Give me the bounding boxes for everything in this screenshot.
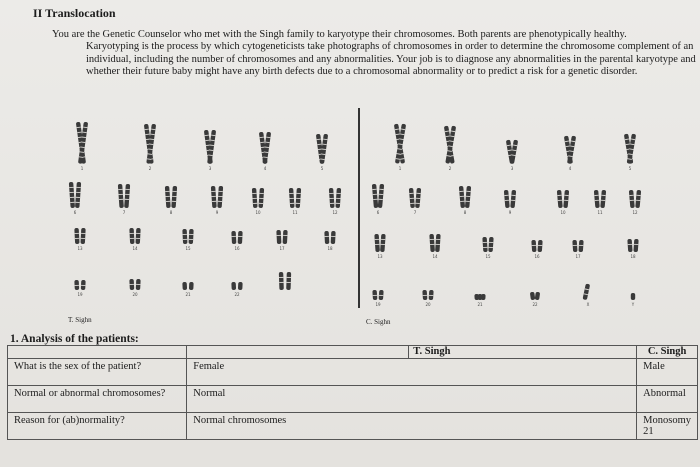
chromosome-number: 10	[560, 210, 566, 215]
chromosome-number: 11	[597, 210, 603, 215]
chromosome	[535, 292, 540, 301]
chromosome-number: 18	[630, 254, 636, 259]
chromosome	[459, 186, 465, 208]
chromosome-number: 10	[255, 210, 261, 215]
chromosome	[409, 188, 415, 208]
karyotype-image	[60, 104, 700, 324]
chromosome-number: 8	[463, 210, 467, 215]
chromosome-number: 3	[510, 166, 514, 171]
chromosome	[69, 182, 75, 208]
answer-t-singh[interactable]: Normal	[187, 386, 637, 413]
chromosome	[129, 228, 134, 244]
chromosome-number: 19	[375, 302, 381, 307]
left-karyotype-name: T. Sighn	[68, 316, 92, 324]
chromosome	[380, 234, 386, 252]
chromosome-number: 4	[568, 166, 572, 171]
chromosome	[124, 184, 130, 208]
chromosome	[189, 229, 194, 244]
chromosome-number: 11	[292, 210, 298, 215]
chromosome	[165, 186, 171, 208]
chromosome	[75, 182, 81, 208]
intro-first-line: You are the Genetic Counselor who met with the Singh family to karyotype their chromosomes. Both parents are phenotypically healthy.	[52, 29, 627, 40]
chromosome-number: 8	[169, 210, 173, 215]
chromosome	[594, 190, 600, 208]
chromosome-number: 20	[132, 292, 138, 297]
chromosome	[372, 290, 377, 300]
chromosome	[283, 230, 288, 244]
chromosome-number: 17	[575, 254, 581, 259]
chromosome	[465, 186, 471, 208]
answer-t-singh[interactable]: Normal chromosomes	[187, 413, 637, 440]
table-row	[8, 413, 698, 440]
question-cell: Normal or abnormal chromosomes?	[8, 386, 187, 413]
chromosome	[374, 234, 380, 252]
answer-c-singh[interactable]: Abnormal	[637, 386, 698, 413]
chromosome	[635, 190, 641, 208]
chromosome	[129, 279, 134, 290]
chromosome-number: 6	[73, 210, 77, 215]
intro-paragraph	[52, 29, 697, 79]
right-karyotype-name: C. Sighn	[366, 318, 391, 326]
chromosome	[231, 231, 236, 244]
chromosome-number: 7	[413, 210, 417, 215]
chromosome-number: 21	[477, 302, 483, 307]
chromosome	[537, 240, 542, 252]
chromosome-number: 21	[185, 292, 191, 297]
chromosome-number: 2	[148, 166, 152, 171]
chromosome	[429, 290, 434, 300]
chromosome-number: 16	[234, 246, 240, 251]
chromosome-number: 20	[425, 302, 431, 307]
chromosome	[171, 186, 177, 208]
chromosome-number: 17	[279, 246, 285, 251]
chromosome	[531, 240, 536, 252]
chromosome	[286, 272, 291, 290]
chromosome	[557, 190, 563, 208]
chromosome-number: 7	[122, 210, 126, 215]
section-title: II Translocation	[33, 6, 116, 20]
chromosome	[504, 190, 510, 208]
header-question	[8, 346, 187, 359]
answer-c-singh[interactable]: Monosomy 21	[637, 413, 698, 440]
chromosome-number: 5	[320, 166, 324, 171]
chromosome	[629, 190, 635, 208]
chromosome-number: 15	[485, 254, 491, 259]
chromosome-number: 18	[327, 246, 333, 251]
chromosome	[578, 240, 583, 252]
chromosome	[600, 190, 606, 208]
chromosome	[429, 234, 435, 252]
chromosome	[379, 290, 384, 300]
analysis-table	[7, 345, 698, 440]
chromosome	[118, 184, 124, 208]
chromosome	[422, 290, 427, 300]
chromosome	[633, 239, 638, 252]
chromosome-number: 3	[208, 166, 212, 171]
karyotype-divider	[358, 108, 360, 308]
chromosome-number: 4	[263, 166, 267, 171]
chromosome	[135, 228, 140, 244]
chromosome	[331, 231, 336, 244]
table-row	[8, 386, 698, 413]
chromosome-number: 22	[234, 292, 240, 297]
chromosome	[295, 188, 301, 208]
chromosome	[530, 292, 535, 301]
chromosome-number: 14	[432, 254, 438, 259]
chromosome-number: 1	[398, 166, 402, 171]
chromosome	[478, 294, 482, 300]
header-t-singh-label: T. Singh	[409, 346, 637, 359]
chromosome	[488, 237, 493, 252]
chromosome-number: 12	[332, 210, 338, 215]
chromosome	[289, 188, 295, 208]
question-cell: Reason for (ab)normality?	[8, 413, 187, 440]
chromosome	[482, 237, 487, 252]
table-row	[8, 359, 698, 386]
chromosome	[510, 190, 516, 208]
chromosome	[324, 231, 329, 244]
chromosome	[572, 240, 577, 252]
chromosome	[631, 293, 635, 300]
chromosome	[238, 231, 243, 244]
chromosome	[627, 239, 632, 252]
header-c-singh: C. Singh	[637, 346, 698, 359]
chromosome-number: 9	[508, 210, 512, 215]
chromosome	[231, 282, 236, 290]
header-t-singh	[187, 346, 409, 359]
chromosome	[182, 229, 187, 244]
chromosome	[329, 188, 335, 208]
analysis-title: 1. Analysis of the patients:	[10, 333, 139, 345]
chromosome	[211, 186, 217, 208]
chromosome-number: 19	[77, 292, 83, 297]
chromosome	[279, 272, 284, 290]
chromosome-number: 12	[632, 210, 638, 215]
answer-c-singh[interactable]: Male	[637, 359, 698, 386]
chromosome	[415, 188, 421, 208]
chromosome-number: 9	[215, 210, 219, 215]
answer-t-singh[interactable]: Female	[187, 359, 637, 386]
chromosome-number: 13	[377, 254, 383, 259]
chromosome	[80, 228, 85, 244]
chromosome-number: 2	[448, 166, 452, 171]
chromosome	[435, 234, 441, 252]
chromosome	[238, 282, 243, 290]
chromosome	[74, 228, 79, 244]
chromosome	[563, 190, 569, 208]
chromosome-number: X	[586, 302, 590, 307]
chromosome-number: 1	[80, 166, 84, 171]
chromosome-number: Y	[631, 302, 635, 307]
chromosome-number: 16	[534, 254, 540, 259]
chromosome-number: 5	[628, 166, 632, 171]
chromosome	[74, 280, 79, 290]
chromosome	[583, 284, 591, 301]
chromosome	[276, 230, 281, 244]
chromosome-number: 14	[132, 246, 138, 251]
chromosome	[136, 279, 141, 290]
chromosome	[189, 282, 194, 290]
chromosome	[258, 188, 264, 208]
chromosome-number: 15	[185, 246, 191, 251]
chromosome	[335, 188, 341, 208]
chromosome	[182, 282, 187, 290]
question-cell: What is the sex of the patient?	[8, 359, 187, 386]
intro-rest: Karyotyping is the process by which cytogeneticists take photographs of chromosomes in order to determine the chromosome complement of an individual, including the number of chromosomes and any abnormalities. Your job is to diagnose any abnormalities in the parental karyotype and whether their future baby might have any birth defects due to a chromosomal abnormality or to predict a risk for a genetic disorder.	[86, 41, 696, 78]
chromosome	[217, 186, 223, 208]
chromosome	[378, 184, 384, 208]
chromosome-number: 22	[532, 302, 538, 307]
chromosome	[252, 188, 258, 208]
chromosome	[81, 280, 86, 290]
chromosome-number: 13	[77, 246, 83, 251]
chromosome-number: 6	[376, 210, 380, 215]
chromosome	[372, 184, 378, 208]
